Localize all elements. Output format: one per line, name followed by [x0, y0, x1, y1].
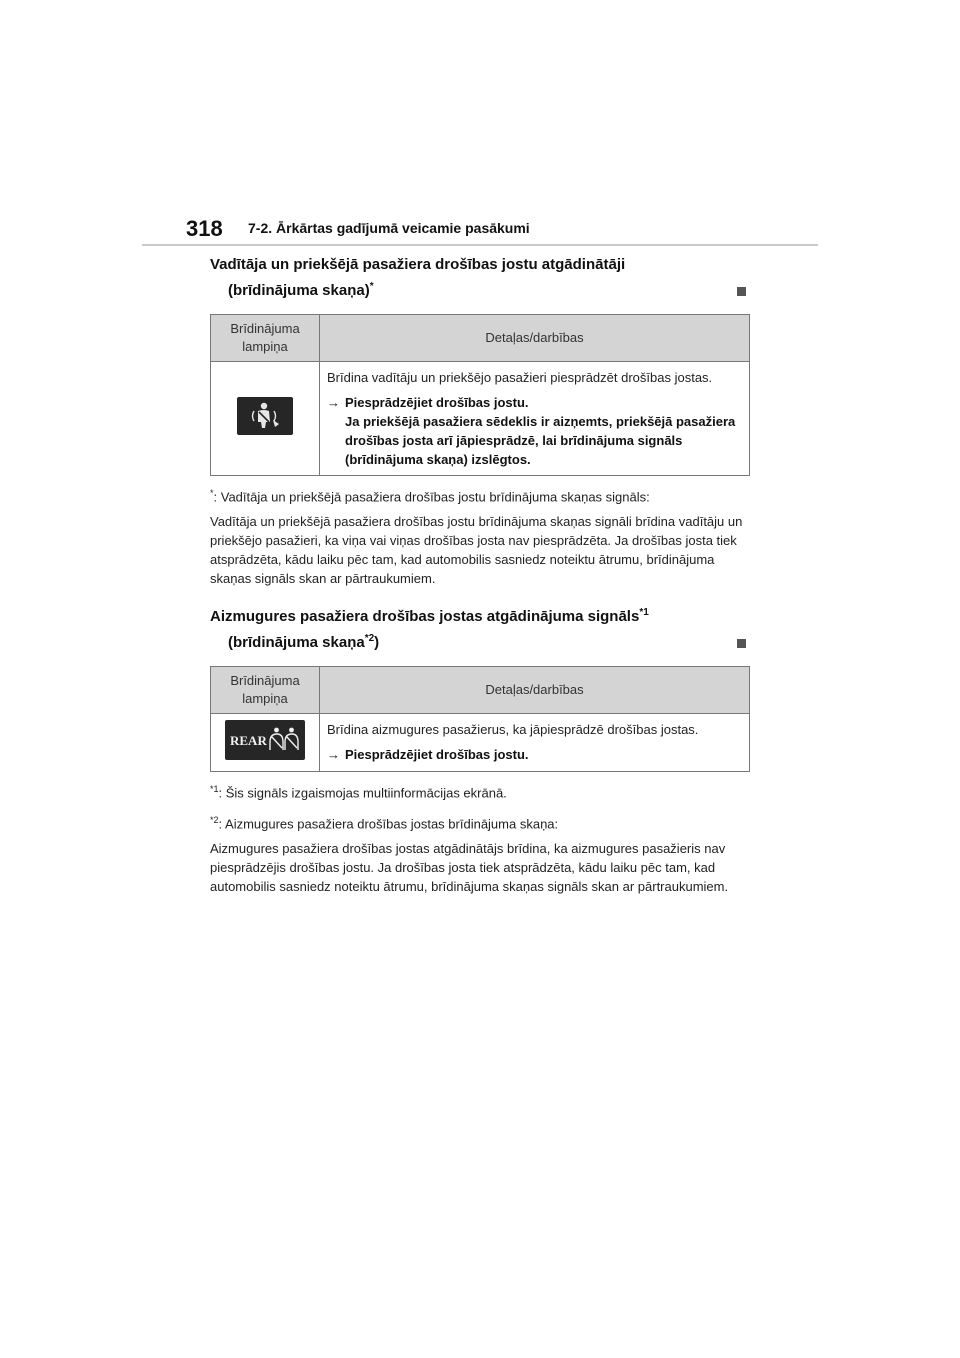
- header-divider: [142, 244, 818, 246]
- page-number: 318: [186, 216, 223, 241]
- table-header-row: [211, 315, 750, 362]
- row-action-more: Ja priekšējā pasažiera sēdeklis ir aizņemts, priekšējā pasažiera drošības josta arī jāpiesprādzē, lai brīdinājuma signāls (brīdinājuma skaņa) izslēgtos.: [345, 414, 736, 467]
- section-title-sup1: *1: [639, 607, 649, 619]
- section-title-line2: (brīdinājuma skaņa: [228, 634, 365, 652]
- col-header-lamp: Brīdinājuma lampiņa: [211, 315, 320, 362]
- table-header-row: [211, 667, 750, 714]
- paragraph: Aizmugures pasažiera drošības jostas atgādinātājs brīdina, ka aizmugures pasažieris nav piesprādzējis drošības jostu. Ja drošības josta tiek atsprādzēta, kādu laiku pēc tam, kad automobilis sasniedz noteiktu ātrumu, brīdinājuma skaņas signāls skan ar pārtraukumiem.: [210, 840, 729, 894]
- col-header-lamp: Brīdinājuma lampiņa: [211, 667, 320, 714]
- section-title-front-seatbelt: [210, 254, 750, 302]
- footnote-text: : Vadītāja un priekšējā pasažiera drošības jostu brīdinājuma skaņas signāls:: [213, 489, 650, 505]
- footnote-mark: *: [210, 488, 214, 498]
- rear-seatbelt-warning-icon: [225, 720, 305, 760]
- section-title-line2: (brīdinājuma skaņa): [228, 282, 370, 299]
- table-row: [211, 362, 750, 476]
- rear-icon-text: REAR: [230, 733, 267, 749]
- paragraph: Vadītāja un priekšējā pasažiera drošības jostu brīdinājuma skaņas signāli brīdina vadītāju un priekšējo pasažieri, ka viņa vai viņas drošības josta nav piesprādzēta. Ja drošības josta tiek atsprādzēta, kādu laiku pēc tam, kad automobilis sasniedz noteiktu ātrumu, brīdinājuma skaņas signāls skan ar pārtraukumiem.: [210, 514, 743, 587]
- footnote-mark: *1: [210, 784, 219, 795]
- section-title-close: ): [374, 634, 380, 652]
- row-description: Brīdina aizmugures pasažierus, ka jāpiesprādzē drošības jostas.: [327, 722, 699, 738]
- seatbelt-warning-icon: [237, 397, 293, 435]
- page-header: [0, 0, 960, 250]
- footnote: [210, 780, 750, 802]
- section-title-sup2: *2: [364, 633, 375, 645]
- arrow-right-icon: →: [327, 395, 340, 410]
- section-title-line1: Vadītāja un priekšējā pasažiera drošības jostu atgādinātāji: [210, 256, 626, 273]
- section-marker-icon: [737, 287, 746, 296]
- table-row: [211, 714, 750, 772]
- section-title-sup: *: [369, 281, 374, 292]
- row-description: Brīdina vadītāju un priekšējo pasažieri piesprādzēt drošības jostas.: [327, 370, 713, 385]
- col-header-details: Detaļas/darbības: [320, 315, 750, 362]
- lamp-cell: [211, 362, 320, 476]
- footnote: [210, 811, 750, 833]
- front-seatbelt-table: [210, 314, 750, 476]
- footnote-text: : Šis signāls izgaismojas multiinformācijas ekrānā.: [218, 785, 507, 801]
- details-cell: [320, 714, 750, 772]
- footnote-mark: *2: [210, 814, 219, 825]
- row-action-text: Piesprādzējiet drošības jostu.: [345, 747, 529, 763]
- details-cell: [320, 362, 750, 476]
- row-action: [327, 393, 742, 469]
- row-action-text: Piesprādzējiet drošības jostu.: [345, 395, 529, 410]
- col-header-details: Detaļas/darbības: [320, 667, 750, 714]
- seatbelt-warning-svg: [237, 397, 293, 435]
- chapter-title: 7-2. Ārkārtas gadījumā veicamie pasākumi: [248, 220, 530, 236]
- row-action: [327, 745, 742, 764]
- rear-seatbelt-table: [210, 666, 750, 772]
- section-title-line1: Aizmugures pasažiera drošības jostas atgādinājuma signāls: [210, 608, 640, 626]
- footnote-text: : Aizmugures pasažiera drošības jostas brīdinājuma skaņa:: [218, 815, 559, 831]
- rear-seatbelt-warning-svg: [225, 720, 305, 760]
- page-content: [210, 254, 750, 910]
- lamp-cell: [211, 714, 320, 772]
- footnote: [210, 484, 750, 506]
- section-marker-icon: [737, 639, 746, 648]
- arrow-right-icon: →: [327, 747, 340, 763]
- section-title-rear-seatbelt: [210, 602, 750, 654]
